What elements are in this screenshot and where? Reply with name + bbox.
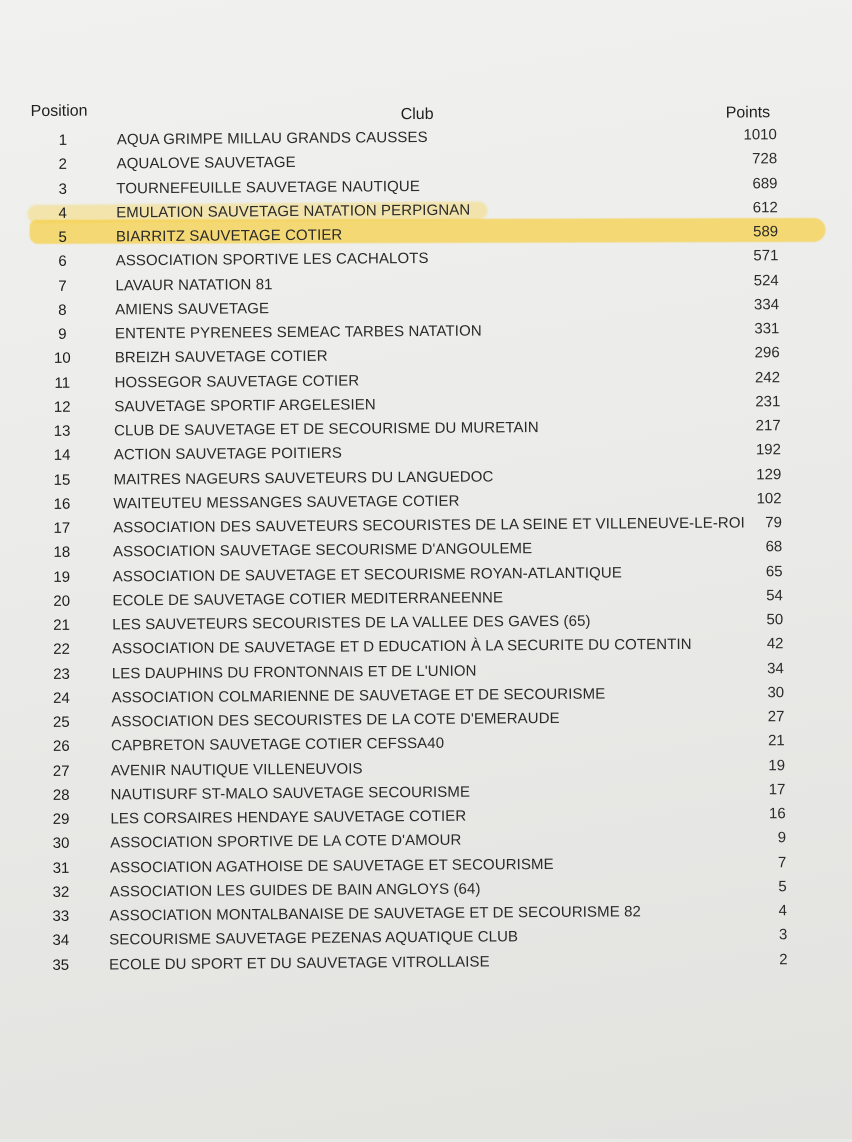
row-position: 1 <box>58 131 68 149</box>
row-club-name: LES DAUPHINS DU FRONTONNAIS ET DE L'UNION <box>111 662 477 682</box>
row-position: 22 <box>53 641 70 659</box>
row-points: 231 <box>755 392 781 411</box>
row-points: 21 <box>767 732 785 750</box>
row-points: 9 <box>777 829 787 847</box>
row-position: 3 <box>58 180 67 198</box>
row-position: 2 <box>58 156 68 174</box>
row-club-name: CLUB DE SAUVETAGE ET DE SECOURISME DU MURETAIN <box>114 419 539 440</box>
row-club-name: BIARRITZ SAUVETAGE COTIER <box>115 226 343 246</box>
row-club-name: MAITRES NAGEURS SAUVETEURS DU LANGUEDOC <box>113 467 494 488</box>
row-points: 331 <box>754 320 780 338</box>
row-points: 3 <box>778 926 788 944</box>
row-club-name: ACTION SAUVETAGE POITIERS <box>113 444 343 464</box>
row-position: 17 <box>53 519 71 537</box>
row-points: 296 <box>754 344 780 362</box>
row-club-name: ECOLE DE SAUVETAGE COTIER MEDITERRANEENNE <box>112 589 504 610</box>
position-column-header: Position <box>30 102 88 121</box>
row-points: 217 <box>755 417 781 435</box>
row-points: 50 <box>766 611 784 629</box>
row-points: 589 <box>753 223 779 241</box>
row-position: 8 <box>58 301 67 319</box>
row-points: 65 <box>765 562 783 580</box>
row-club-name: ECOLE DU SPORT ET DU SAUVETAGE VITROLLAISE <box>108 952 490 973</box>
row-position: 29 <box>52 810 70 828</box>
row-points: 68 <box>765 538 783 556</box>
row-position: 34 <box>52 932 70 950</box>
row-points: 192 <box>755 441 782 459</box>
row-position: 30 <box>52 835 70 853</box>
row-club-name: ASSOCIATION DES SAUVETEURS SECOURISTES DE LA SEINE ET VILLENEUVE-LE-ROI <box>113 514 745 537</box>
row-club-name: LAVAUR NATATION 81 <box>115 275 273 294</box>
row-club-name: ASSOCIATION DES SECOURISTES DE LA COTE D'EMERAUDE <box>111 709 560 731</box>
row-points: 689 <box>752 174 778 192</box>
row-position: 9 <box>58 325 67 343</box>
row-position: 33 <box>52 907 70 925</box>
row-club-name: ENTENTE PYRENEES SEMEAC TARBES NATATION <box>114 322 482 343</box>
row-position: 14 <box>53 446 71 465</box>
row-club-name: BREIZH SAUVETAGE COTIER <box>114 347 328 367</box>
row-club-name: LES CORSAIRES HENDAYE SAUVETAGE COTIER <box>110 807 467 828</box>
row-club-name: ASSOCIATION LES GUIDES DE BAIN ANGLOYS (64) <box>109 880 481 901</box>
row-points: 79 <box>765 514 782 532</box>
row-club-name: ASSOCIATION SAUVETAGE SECOURISME D'ANGOULEME <box>112 540 533 561</box>
row-position: 13 <box>53 422 71 440</box>
row-position: 27 <box>52 762 70 780</box>
row-position: 25 <box>52 713 70 731</box>
row-club-name: AQUALOVE SAUVETAGE <box>116 154 296 173</box>
row-position: 32 <box>52 883 70 901</box>
row-position: 24 <box>53 689 70 707</box>
row-club-name: ASSOCIATION SPORTIVE DE LA COTE D'AMOUR <box>110 831 462 852</box>
row-position: 31 <box>52 859 70 877</box>
row-points: 612 <box>752 198 778 217</box>
row-position: 7 <box>58 277 67 295</box>
row-points: 27 <box>767 708 785 726</box>
row-points: 7 <box>777 853 787 871</box>
row-position: 12 <box>53 398 71 416</box>
points-column-header: Points <box>725 104 771 122</box>
row-club-name: HOSSEGOR SAUVETAGE COTIER <box>114 371 360 391</box>
row-club-name: AVENIR NAUTIQUE VILLENEUVOIS <box>110 759 363 779</box>
row-position: 10 <box>53 349 71 368</box>
row-points: 19 <box>768 756 786 774</box>
row-points: 4 <box>778 902 788 920</box>
row-position: 6 <box>58 253 67 271</box>
row-club-name: AQUA GRIMPE MILLAU GRANDS CAUSSES <box>116 128 428 149</box>
row-position: 23 <box>53 665 70 683</box>
row-points: 16 <box>768 805 786 823</box>
row-points: 242 <box>754 368 781 386</box>
row-points: 5 <box>778 877 787 895</box>
club-column-header: Club <box>400 105 434 124</box>
row-club-name: EMULATION SAUVETAGE NATATION PERPIGNAN <box>116 201 471 222</box>
row-position: 11 <box>54 374 71 392</box>
row-points: 524 <box>753 271 779 289</box>
row-points: 2 <box>779 950 788 968</box>
row-club-name: ASSOCIATION DE SAUVETAGE ET D EDUCATION À LA SECURITE DU COTENTIN <box>111 636 692 658</box>
row-club-name: CAPBRETON SAUVETAGE COTIER CEFSSA40 <box>111 735 445 755</box>
row-club-name: LES SAUVETEURS SECOURISTES DE LA VALLEE DES GAVES (65) <box>112 612 591 634</box>
row-club-name: SAUVETAGE SPORTIF ARGELESIEN <box>114 396 376 416</box>
row-club-name: ASSOCIATION COLMARIENNE DE SAUVETAGE ET DE SECOURISME <box>111 685 606 707</box>
row-points: 30 <box>767 683 785 702</box>
row-position: 15 <box>53 471 71 489</box>
row-club-name: WAITEUTEU MESSANGES SAUVETAGE COTIER <box>113 492 460 513</box>
row-position: 4 <box>58 204 67 222</box>
row-points: 102 <box>756 489 782 508</box>
row-position: 28 <box>52 786 70 804</box>
row-points: 334 <box>753 295 780 314</box>
row-club-name: ASSOCIATION DE SAUVETAGE ET SECOURISME ROYAN-ATLANTIQUE <box>112 563 622 585</box>
row-club-name: SECOURISME SAUVETAGE PEZENAS AQUATIQUE CLUB <box>109 928 519 949</box>
row-position: 5 <box>58 228 67 246</box>
row-position: 16 <box>53 495 71 513</box>
row-club-name: ASSOCIATION MONTALBANAISE DE SAUVETAGE ET DE SECOURISME 82 <box>109 903 642 925</box>
row-club-name: TOURNEFEUILLE SAUVETAGE NAUTIQUE <box>116 177 420 197</box>
row-club-name: ASSOCIATION SPORTIVE LES CACHALOTS <box>115 250 429 270</box>
row-points: 571 <box>753 247 779 265</box>
row-club-name: NAUTISURF ST-MALO SAUVETAGE SECOURISME <box>110 783 471 804</box>
row-position: 26 <box>52 738 70 756</box>
row-position: 20 <box>53 592 71 610</box>
row-club-name: AMIENS SAUVETAGE <box>115 299 270 319</box>
row-points: 34 <box>767 659 784 677</box>
row-points: 1010 <box>743 126 777 144</box>
row-points: 17 <box>768 780 786 799</box>
row-points: 54 <box>766 586 783 605</box>
row-position: 18 <box>53 543 71 562</box>
row-club-name: ASSOCIATION AGATHOISE DE SAUVETAGE ET SECOURISME <box>109 855 554 876</box>
row-position: 35 <box>52 956 70 974</box>
row-points: 728 <box>752 150 778 168</box>
row-points: 42 <box>766 635 784 653</box>
row-position: 21 <box>53 616 71 634</box>
row-points: 129 <box>756 465 782 483</box>
row-position: 19 <box>53 568 71 586</box>
ranking-table-body <box>0 123 852 978</box>
